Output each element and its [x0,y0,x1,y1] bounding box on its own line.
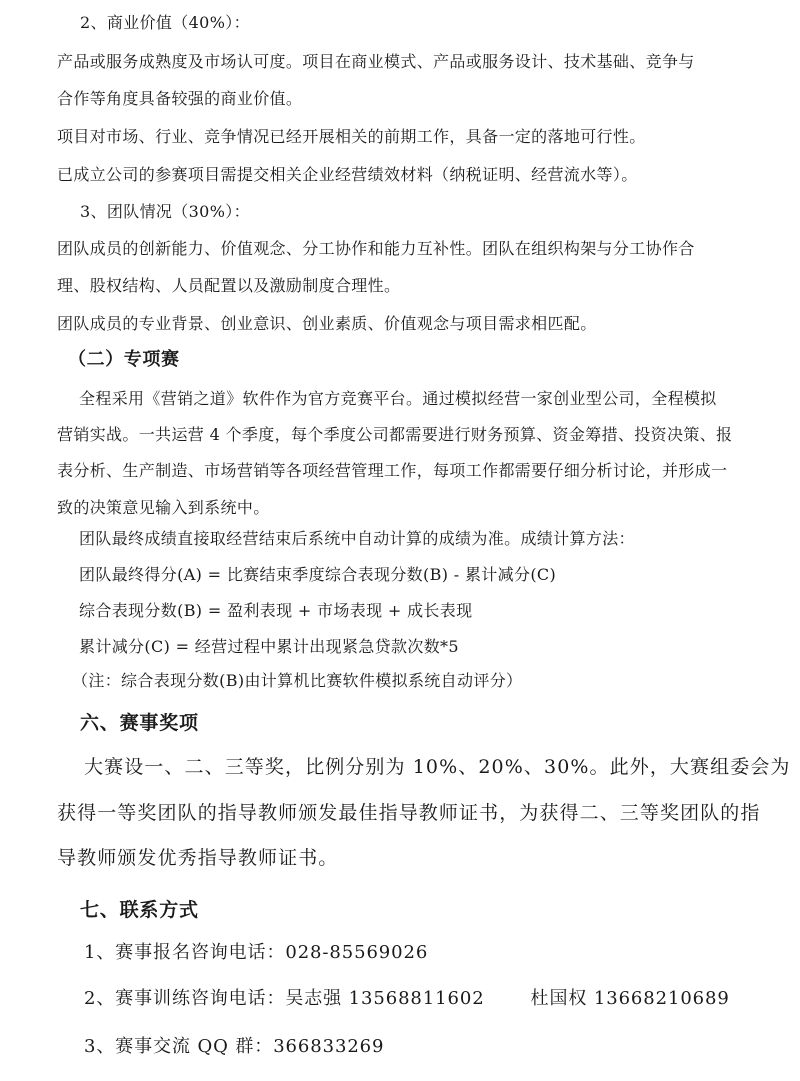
commercial-value-line-3: 项目对市场、行业、竞争情况已经开展相关的前期工作，具备一定的落地可行性。 [57,127,646,146]
special-contest-line-4: 致的决策意见输入到系统中。 [57,498,270,517]
commercial-value-title: 2、商业价值（40%）： [80,13,250,32]
scoring-formula-2: 综合表现分数(B) = 盈利表现 + 市场表现 + 成长表现 [79,601,473,620]
contact-item-2-second: 杜国权 13668210689 [530,988,730,1009]
special-contest-line-1: 全程采用《营销之道》软件作为官方竞赛平台。通过模拟经营一家创业型公司，全程模拟 [79,389,717,408]
commercial-value-line-2: 合作等角度具备较强的商业价值。 [57,89,303,108]
awards-heading: 六、赛事奖项 [80,712,199,734]
scoring-formula-1: 团队最终得分(A) = 比赛结束季度综合表现分数(B) - 累计减分(C) [79,565,557,584]
awards-line-1: 大赛设一、二、三等奖，比例分别为 10%、20%、30%。此外，大赛组委会为 [84,756,791,778]
scoring-formula-3: 累计减分(C) = 经营过程中累计出现紧急贷款次数*5 [79,637,459,656]
special-contest-line-2: 营销实战。一共运营 4 个季度，每个季度公司都需要进行财务预算、资金筹措、投资决策、报 [57,425,733,444]
awards-line-3: 导教师颁发优秀指导教师证书。 [57,847,339,869]
commercial-value-line-1: 产品或服务成熟度及市场认可度。项目在商业模式、产品或服务设计、技术基础、竞争与 [57,52,695,71]
team-line-1: 团队成员的创新能力、价值观念、分工协作和能力互补性。团队在组织构架与分工协作合 [57,239,695,258]
awards-line-2: 获得一等奖团队的指导教师颁发最佳指导教师证书，为获得二、三等奖团队的指 [57,802,761,824]
scoring-note: （注：综合表现分数(B)由计算机比赛软件模拟系统自动评分） [72,671,523,690]
commercial-value-line-4: 已成立公司的参赛项目需提交相关企业经营绩效材料（纳税证明、经营流水等）。 [57,165,638,184]
team-line-3: 团队成员的专业背景、创业意识、创业素质、价值观念与项目需求相匹配。 [57,314,597,333]
contact-item-2 [84,986,730,1012]
scoring-intro: 团队最终成绩直接取经营结束后系统中自动计算的成绩为准。成绩计算方法： [79,529,635,548]
team-line-2: 理、股权结构、人员配置以及激励制度合理性。 [57,276,401,295]
special-contest-heading: （二）专项赛 [68,349,180,370]
contact-item-2-main: 2、赛事训练咨询电话：吴志强 13568811602 [84,988,485,1009]
contact-item-3: 3、赛事交流 QQ 群：366833269 [84,1036,385,1057]
contact-heading: 七、联系方式 [80,899,199,921]
special-contest-line-3: 表分析、生产制造、市场营销等各项经营管理工作，每项工作都需要仔细分析讨论，并形成一 [57,461,728,480]
contact-item-1: 1、赛事报名咨询电话：028-85569026 [84,942,429,963]
team-title: 3、团队情况（30%）： [80,202,250,221]
